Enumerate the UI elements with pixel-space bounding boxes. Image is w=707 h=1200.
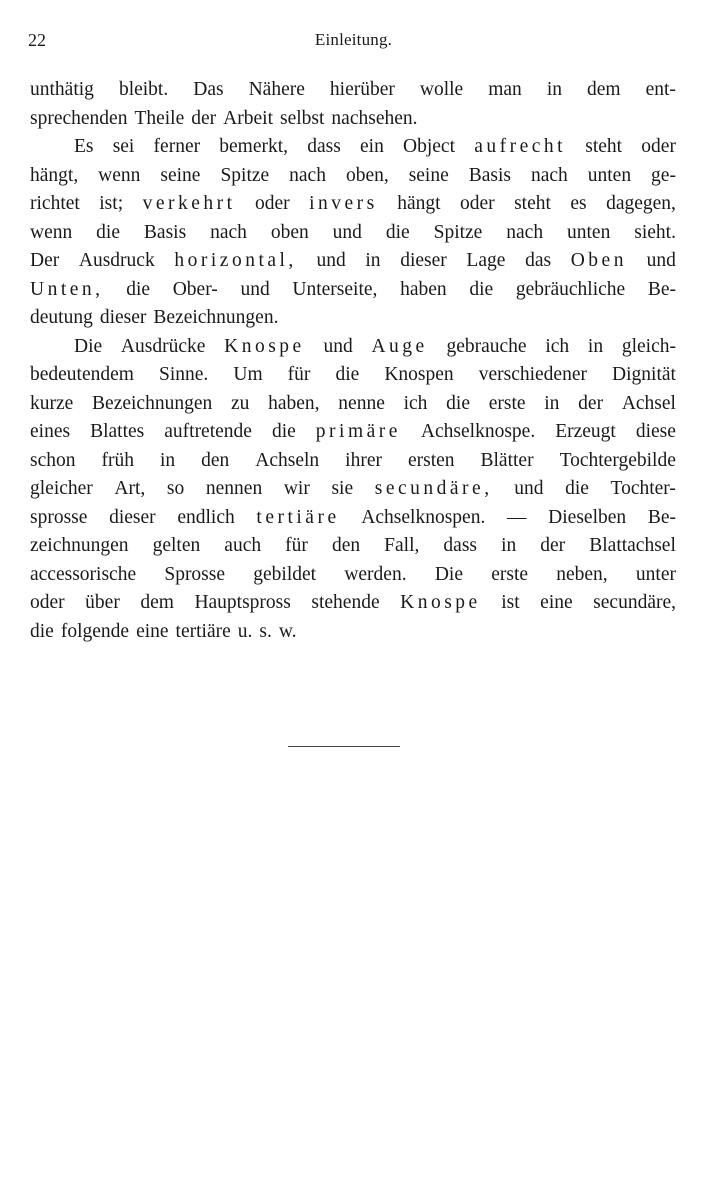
- word: erste: [488, 392, 526, 414]
- word: haben,: [268, 392, 320, 414]
- word: horizontal,: [174, 250, 297, 271]
- word: und: [316, 250, 346, 271]
- text-line: [30, 304, 676, 333]
- word: in: [546, 79, 562, 100]
- word: ge-: [651, 164, 676, 186]
- text-line: [30, 219, 676, 248]
- word: auftretende: [164, 421, 252, 442]
- word: in: [365, 250, 381, 271]
- word: Ober-: [172, 278, 218, 300]
- word: seine: [160, 164, 201, 186]
- word: bedeutendem: [30, 364, 134, 385]
- text-line: [30, 105, 676, 134]
- word: Spitze: [433, 221, 483, 243]
- word: accessorische: [30, 563, 137, 585]
- word: tertiäre: [175, 620, 231, 642]
- word: sprechenden: [30, 107, 128, 129]
- word: Unterseite,: [292, 278, 378, 300]
- word: invers: [309, 193, 378, 214]
- page-header: [28, 30, 679, 54]
- word: auch: [224, 535, 262, 556]
- word: wenn: [30, 221, 73, 243]
- word: nach: [289, 164, 326, 186]
- word: selbst: [280, 107, 325, 129]
- word: diese: [635, 421, 676, 442]
- word: gleicher: [30, 478, 93, 499]
- word: neben,: [556, 563, 608, 585]
- running-title: Einleitung.: [314, 30, 393, 49]
- word: u.: [237, 620, 253, 642]
- word: unter: [635, 563, 676, 585]
- word: nach: [506, 221, 544, 243]
- word: der: [191, 107, 217, 129]
- word: Blattes: [90, 421, 145, 442]
- word: Knospen: [384, 364, 454, 385]
- word: steht: [585, 136, 623, 157]
- text-line: [30, 618, 676, 647]
- word: in: [587, 335, 604, 357]
- word: oder: [30, 592, 65, 613]
- word: man: [488, 79, 522, 100]
- word: tertiäre: [256, 506, 340, 528]
- word: ersten: [407, 449, 455, 471]
- word: Sinne.: [159, 364, 209, 385]
- word: nach: [210, 221, 247, 243]
- word: oben: [270, 221, 309, 243]
- word: oder: [459, 193, 495, 214]
- text-line: [30, 418, 676, 447]
- word: Blattachsel: [589, 535, 676, 556]
- word: haben: [400, 278, 447, 300]
- word: oder: [641, 136, 676, 157]
- word: oder: [254, 193, 290, 214]
- word: Basis: [468, 164, 511, 186]
- text-line: [30, 447, 676, 476]
- word: es: [570, 193, 587, 214]
- word: dem: [587, 79, 621, 100]
- text-line: [30, 532, 676, 561]
- word: Blätter: [480, 449, 534, 471]
- word: gebräuchliche: [515, 278, 626, 300]
- word: die: [469, 278, 494, 300]
- word: nenne: [338, 392, 385, 414]
- word: ist: [501, 592, 520, 613]
- word: eine: [540, 592, 573, 613]
- word: steht: [514, 193, 551, 214]
- word: verschiedener: [478, 364, 587, 385]
- word: Die: [74, 335, 103, 357]
- word: Achseln: [255, 449, 320, 471]
- word: für: [287, 364, 311, 385]
- word: hängt,: [30, 164, 79, 186]
- text-line: [30, 133, 676, 162]
- word: oben,: [345, 164, 389, 186]
- word: die: [446, 392, 470, 414]
- word: dieser: [109, 506, 156, 528]
- word: Achselknospen.: [361, 506, 486, 528]
- word: ferner: [153, 136, 201, 157]
- word: unthätig: [30, 79, 94, 100]
- word: der: [578, 392, 604, 414]
- text-line: [30, 361, 676, 390]
- word: gebildet: [253, 563, 317, 585]
- word: Auge: [371, 335, 428, 357]
- word: in: [501, 535, 517, 556]
- word: wir: [283, 478, 310, 499]
- word: wenn: [98, 164, 141, 186]
- word: dem: [140, 592, 174, 613]
- word: bemerkt,: [219, 136, 289, 157]
- word: richtet: [30, 193, 80, 214]
- word: Knospe: [224, 335, 305, 357]
- word: und: [240, 278, 270, 300]
- word: bleibt.: [118, 79, 169, 100]
- text-line: [30, 276, 676, 305]
- word: w.: [278, 620, 297, 642]
- word: gleich-: [621, 335, 676, 357]
- word: ich: [545, 335, 570, 357]
- word: dass: [443, 535, 478, 556]
- word: Sprosse: [164, 563, 226, 585]
- word: und: [514, 478, 544, 499]
- word: Hauptspross: [194, 592, 291, 613]
- word: kurze: [30, 392, 74, 414]
- word: Unten,: [30, 278, 104, 300]
- word: die: [271, 421, 296, 442]
- text-line: [30, 162, 676, 191]
- word: in: [159, 449, 176, 471]
- word: Object: [403, 136, 456, 157]
- word: dieser: [99, 307, 147, 328]
- word: stehende: [311, 592, 380, 613]
- word: die: [335, 364, 360, 385]
- word: Der: [30, 250, 60, 271]
- word: Tochter-: [610, 478, 676, 499]
- word: zu: [230, 392, 250, 414]
- word: unten: [567, 221, 611, 243]
- word: Achsel: [621, 392, 676, 414]
- text-line: [30, 561, 676, 590]
- word: nach: [530, 164, 568, 186]
- end-rule: [288, 746, 400, 747]
- word: und: [323, 335, 353, 357]
- text-line: [30, 475, 676, 504]
- body-text: [30, 76, 676, 646]
- word: die: [565, 478, 589, 499]
- word: die: [385, 221, 410, 243]
- word: werden.: [344, 563, 407, 585]
- word: Knospe: [400, 592, 481, 613]
- text-line: [30, 190, 676, 219]
- word: endlich: [177, 506, 235, 528]
- word: für: [285, 535, 308, 556]
- word: das: [525, 250, 552, 271]
- text-line: [30, 76, 676, 105]
- word: über: [85, 592, 120, 613]
- paragraph: [30, 333, 676, 647]
- word: eine: [136, 620, 169, 642]
- word: Art,: [114, 478, 146, 499]
- word: Erzeugt: [555, 421, 616, 442]
- word: nennen: [205, 478, 263, 499]
- word: zeichnungen: [30, 535, 129, 556]
- word: Fall,: [384, 535, 420, 556]
- word: Dieselben: [548, 506, 627, 528]
- word: nachsehen.: [331, 107, 418, 129]
- word: folgende: [60, 620, 130, 642]
- word: den: [201, 449, 230, 471]
- word: die: [126, 278, 151, 300]
- word: primäre: [315, 421, 401, 442]
- word: dieser: [400, 250, 447, 271]
- word: Die: [434, 563, 463, 585]
- word: und: [332, 221, 362, 243]
- word: Be-: [647, 278, 676, 300]
- word: seine: [408, 164, 449, 186]
- word: sie: [331, 478, 354, 499]
- word: Ausdruck: [78, 250, 155, 271]
- word: erste: [491, 563, 529, 585]
- word: Bezeichnungen.: [153, 307, 279, 328]
- word: eines: [30, 421, 71, 442]
- word: Theile: [134, 107, 185, 129]
- word: ich: [403, 392, 428, 414]
- word: ist;: [99, 193, 124, 214]
- word: Tochtergebilde: [559, 449, 676, 471]
- word: deutung: [30, 307, 93, 328]
- word: —: [507, 506, 527, 528]
- word: sei: [112, 136, 135, 157]
- word: gelten: [152, 535, 201, 556]
- word: Das: [193, 79, 224, 100]
- word: Arbeit: [223, 107, 273, 129]
- word: Basis: [143, 221, 187, 243]
- text-line: [30, 333, 676, 362]
- word: s.: [259, 620, 272, 642]
- word: hierüber: [329, 79, 395, 100]
- paragraph: [30, 76, 676, 133]
- word: Nähere: [248, 79, 305, 100]
- word: sprosse: [30, 506, 88, 528]
- word: den: [331, 535, 361, 556]
- page-number: 22: [28, 30, 46, 50]
- word: secundäre,: [593, 592, 676, 613]
- paragraph: [30, 133, 676, 333]
- word: so: [166, 478, 185, 499]
- word: aufrecht: [474, 136, 567, 157]
- word: Achselknospe.: [420, 421, 536, 442]
- word: der: [540, 535, 566, 556]
- word: Lage: [466, 250, 506, 271]
- text-line: [30, 390, 676, 419]
- word: sieht.: [634, 221, 676, 243]
- word: und: [646, 250, 676, 271]
- word: ihrer: [345, 449, 382, 471]
- word: ein: [360, 136, 384, 157]
- text-line: [30, 504, 676, 533]
- word: Bezeichnungen: [92, 392, 213, 414]
- word: früh: [101, 449, 134, 471]
- word: in: [544, 392, 560, 414]
- word: wolle: [419, 79, 464, 100]
- word: dagegen,: [606, 193, 676, 214]
- text-line: [30, 589, 676, 618]
- word: hängt: [397, 193, 441, 214]
- word: Oben: [570, 250, 627, 271]
- word: Ausdrücke: [120, 335, 206, 357]
- word: Um: [233, 364, 263, 385]
- word: Spitze: [220, 164, 270, 186]
- word: verkehrt: [142, 193, 236, 214]
- word: ent-: [645, 79, 676, 100]
- word: schon: [30, 449, 76, 471]
- word: unten: [587, 164, 632, 186]
- word: dass: [307, 136, 341, 157]
- word: Be-: [647, 506, 676, 528]
- word: Es: [74, 136, 94, 157]
- word: die: [96, 221, 120, 243]
- word: secundäre,: [374, 478, 493, 499]
- word: die: [30, 620, 54, 642]
- text-line: [30, 247, 676, 276]
- word: gebrauche: [446, 335, 527, 357]
- word: Dignität: [612, 364, 676, 385]
